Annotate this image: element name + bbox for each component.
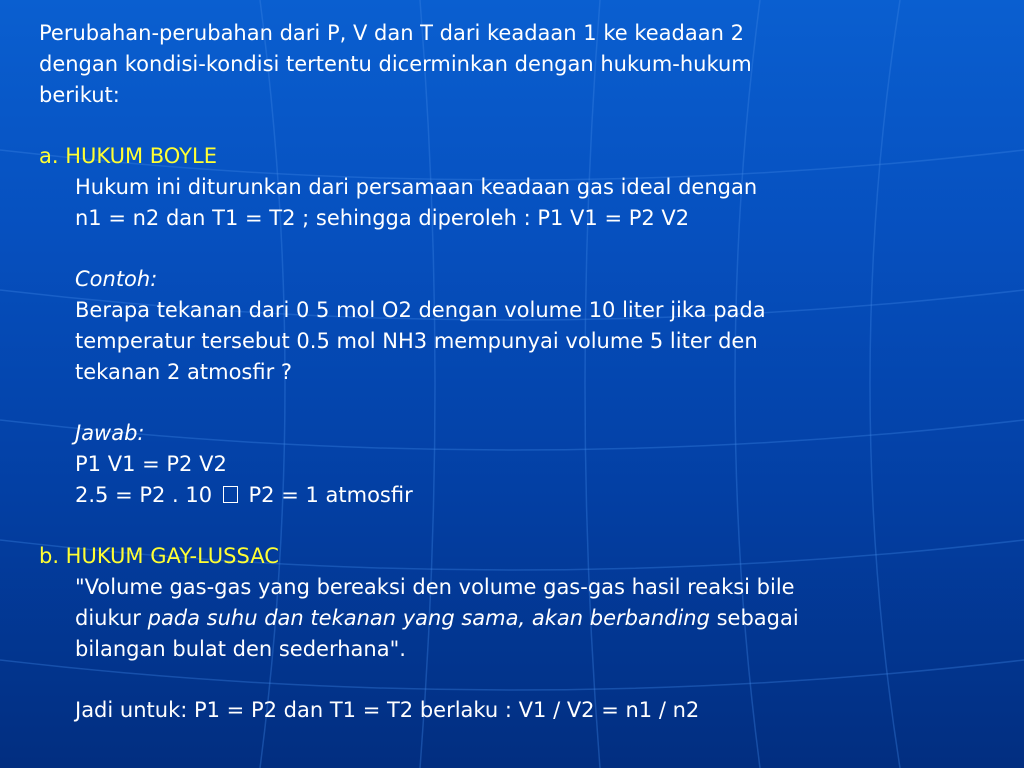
example-line-3: tekanan 2 atmosfir ? <box>75 360 293 384</box>
example-line-1: Berapa tekanan dari 0 5 mol O2 dengan volume 10 liter jika pada <box>75 298 766 322</box>
answer-line-2 <box>75 480 413 510</box>
example-line-2: temperatur tersebut 0.5 mol NH3 mempunyai volume 5 liter den <box>75 329 758 353</box>
gay-lussac-quote-line-3: bilangan bulat den sederhana". <box>75 637 406 661</box>
quote-line-2-start: diukur <box>75 606 148 630</box>
answer-line-1: P1 V1 = P2 V2 <box>75 452 227 476</box>
gay-lussac-quote-line-2 <box>75 603 799 633</box>
quote-line-2-italic: pada suhu dan tekanan yang sama, akan berbanding <box>147 606 710 630</box>
implies-arrow-icon <box>223 486 238 503</box>
boyle-body-line-1: Hukum ini diturunkan dari persamaan keadaan gas ideal dengan <box>75 175 758 199</box>
intro-line-2: dengan kondisi-kondisi tertentu dicerminkan dengan hukum-hukum <box>39 52 752 76</box>
heading-hukum-gay-lussac: b. HUKUM GAY-LUSSAC <box>39 544 279 568</box>
example-label: Contoh: <box>75 267 158 291</box>
boyle-body-line-2: n1 = n2 dan T1 = T2 ; sehingga diperoleh : P1 V1 = P2 V2 <box>75 206 690 230</box>
answer-line-2-right: P2 = 1 atmosfir <box>248 483 413 507</box>
heading-hukum-boyle: a. HUKUM BOYLE <box>39 144 217 168</box>
answer-line-2-left: 2.5 = P2 . 10 <box>75 483 213 507</box>
gay-lussac-quote-line-1: "Volume gas-gas yang bereaksi den volume gas-gas hasil reaksi bile <box>75 575 795 599</box>
intro-line-1: Perubahan-perubahan dari P, V dan T dari keadaan 1 ke keadaan 2 <box>39 21 744 45</box>
intro-line-3: berikut: <box>39 83 120 107</box>
quote-line-2-end: sebagai <box>709 606 799 630</box>
answer-label: Jawab: <box>75 421 145 445</box>
gay-lussac-conclusion: Jadi untuk: P1 = P2 dan T1 = T2 berlaku : V1 / V2 = n1 / n2 <box>75 698 700 722</box>
